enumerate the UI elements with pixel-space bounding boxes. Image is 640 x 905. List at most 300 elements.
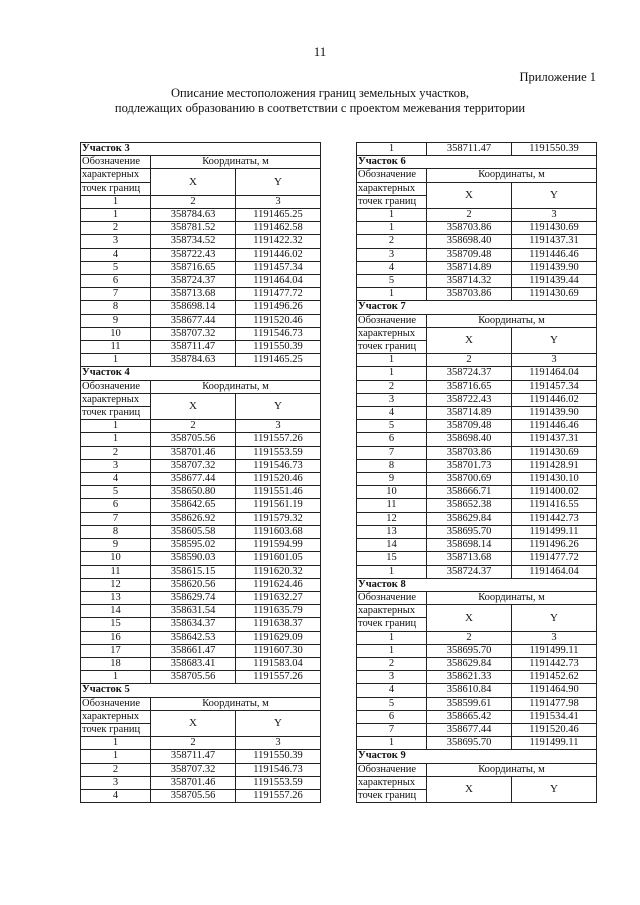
- y-coordinate: 1191446.46: [512, 248, 597, 261]
- column-number: 3: [236, 420, 321, 433]
- y-coordinate: 1191428.91: [512, 459, 597, 472]
- y-header: Y: [236, 169, 321, 195]
- y-coordinate: 1191632.27: [236, 591, 321, 604]
- y-coordinate: 1191561.19: [236, 499, 321, 512]
- coordinates-header: Координаты, м: [427, 169, 597, 182]
- table-row: [81, 657, 321, 670]
- points-header: точек границ: [357, 195, 427, 208]
- y-coordinate: 1191499.11: [512, 525, 597, 538]
- y-coordinate: 1191465.25: [236, 209, 321, 222]
- point-number: 1: [81, 433, 151, 446]
- x-coordinate: 358629.84: [427, 512, 512, 525]
- x-coordinate: 358714.89: [427, 407, 512, 420]
- header-row: [357, 776, 597, 789]
- column-number-row: [81, 420, 321, 433]
- column-number-row: [357, 631, 597, 644]
- column-number: 2: [427, 209, 512, 222]
- coordinates-header: Координаты, м: [427, 763, 597, 776]
- point-number: 17: [81, 644, 151, 657]
- point-number: 4: [357, 407, 427, 420]
- table-row: [357, 657, 597, 670]
- x-coordinate: 358711.47: [151, 750, 236, 763]
- table-row: [357, 275, 597, 288]
- y-coordinate: 1191550.39: [236, 341, 321, 354]
- y-coordinate: 1191551.46: [236, 486, 321, 499]
- column-number: 3: [236, 737, 321, 750]
- characteristic-header: характерных: [357, 605, 427, 618]
- column-number: 1: [81, 420, 151, 433]
- table-row: [357, 222, 597, 235]
- x-coordinate: 358714.89: [427, 261, 512, 274]
- characteristic-header: характерных: [357, 182, 427, 195]
- points-header: точек границ: [357, 618, 427, 631]
- x-coordinate: 358722.43: [151, 248, 236, 261]
- header-row: [81, 169, 321, 182]
- y-coordinate: 1191583.04: [236, 657, 321, 670]
- points-header: точек границ: [81, 407, 151, 420]
- y-coordinate: 1191620.32: [236, 565, 321, 578]
- section-title: Участок 7: [357, 301, 597, 314]
- x-coordinate: 358698.40: [427, 433, 512, 446]
- section-title-row: [357, 156, 597, 169]
- point-number: 2: [357, 235, 427, 248]
- point-number: 11: [81, 341, 151, 354]
- x-coordinate: 358661.47: [151, 644, 236, 657]
- points-header: точек границ: [81, 723, 151, 736]
- table-row: [357, 525, 597, 538]
- section-title-row: [357, 578, 597, 591]
- table-row: [81, 248, 321, 261]
- table-row: [357, 459, 597, 472]
- column-number: 1: [357, 631, 427, 644]
- point-number: 8: [81, 525, 151, 538]
- y-coordinate: 1191446.02: [512, 393, 597, 406]
- y-header: Y: [236, 393, 321, 419]
- x-coordinate: 358595.02: [151, 539, 236, 552]
- table-row: [357, 143, 597, 156]
- table-row: [81, 301, 321, 314]
- x-coordinate: 358610.84: [427, 684, 512, 697]
- x-coordinate: 358590.03: [151, 552, 236, 565]
- header-row: [357, 591, 597, 604]
- x-coordinate: 358631.54: [151, 605, 236, 618]
- x-coordinate: 358703.86: [427, 446, 512, 459]
- y-coordinate: 1191416.55: [512, 499, 597, 512]
- point-number: 7: [357, 723, 427, 736]
- y-coordinate: 1191550.39: [236, 750, 321, 763]
- y-coordinate: 1191546.73: [236, 763, 321, 776]
- y-coordinate: 1191464.04: [236, 275, 321, 288]
- x-coordinate: 358629.84: [427, 657, 512, 670]
- x-coordinate: 358705.56: [151, 789, 236, 802]
- point-number: 1: [357, 737, 427, 750]
- x-coordinate: 358700.69: [427, 473, 512, 486]
- y-coordinate: 1191557.26: [236, 789, 321, 802]
- y-header: Y: [512, 605, 597, 631]
- y-coordinate: 1191464.04: [512, 565, 597, 578]
- table-row: [81, 750, 321, 763]
- coordinates-header: Координаты, м: [151, 380, 321, 393]
- point-number: 6: [357, 710, 427, 723]
- x-coordinate: 358707.32: [151, 763, 236, 776]
- table-row: [357, 512, 597, 525]
- x-coordinate: 358677.44: [151, 314, 236, 327]
- column-number-row: [357, 354, 597, 367]
- point-number: 6: [81, 275, 151, 288]
- column-number: 3: [236, 195, 321, 208]
- x-header: X: [427, 605, 512, 631]
- header-row: [81, 710, 321, 723]
- table-row: [81, 261, 321, 274]
- x-coordinate: 358711.47: [151, 341, 236, 354]
- table-row: [81, 618, 321, 631]
- point-number: 4: [357, 684, 427, 697]
- table-row: [357, 288, 597, 301]
- x-coordinate: 358642.53: [151, 631, 236, 644]
- y-coordinate: 1191520.46: [236, 314, 321, 327]
- table-row: [357, 248, 597, 261]
- point-number: 1: [357, 644, 427, 657]
- table-row: [357, 684, 597, 697]
- x-coordinate: 358713.68: [427, 552, 512, 565]
- table-row: [81, 605, 321, 618]
- y-coordinate: 1191603.68: [236, 525, 321, 538]
- table-row: [357, 552, 597, 565]
- x-coordinate: 358701.73: [427, 459, 512, 472]
- point-number: 13: [81, 591, 151, 604]
- x-coordinate: 358652.38: [427, 499, 512, 512]
- x-coordinate: 358701.46: [151, 446, 236, 459]
- point-number: 9: [81, 314, 151, 327]
- table-row: [81, 591, 321, 604]
- y-header: Y: [236, 710, 321, 736]
- x-coordinate: 358701.46: [151, 776, 236, 789]
- y-coordinate: 1191550.39: [512, 143, 597, 156]
- y-header: Y: [512, 182, 597, 208]
- section-title: Участок 3: [81, 143, 321, 156]
- table-row: [81, 644, 321, 657]
- table-row: [357, 473, 597, 486]
- points-header: точек границ: [357, 789, 427, 802]
- coordinates-header: Координаты, м: [427, 314, 597, 327]
- point-number: 9: [357, 473, 427, 486]
- y-coordinate: 1191477.72: [512, 552, 597, 565]
- point-number: 2: [81, 446, 151, 459]
- column-number: 3: [512, 209, 597, 222]
- point-number: 7: [81, 512, 151, 525]
- x-coordinate: 358677.44: [427, 723, 512, 736]
- point-number: 5: [357, 275, 427, 288]
- x-coordinate: 358703.86: [427, 222, 512, 235]
- section-title: Участок 9: [357, 750, 597, 763]
- table-row: [81, 209, 321, 222]
- point-number: 13: [357, 525, 427, 538]
- table-row: [357, 235, 597, 248]
- table-row: [357, 407, 597, 420]
- y-coordinate: 1191638.37: [236, 618, 321, 631]
- left-coordinates-table: [80, 142, 320, 803]
- table-row: [357, 261, 597, 274]
- point-number: 4: [81, 789, 151, 802]
- point-number: 1: [357, 367, 427, 380]
- x-header: X: [427, 776, 512, 802]
- column-number: 2: [151, 737, 236, 750]
- characteristic-header: характерных: [81, 710, 151, 723]
- y-coordinate: 1191594.99: [236, 539, 321, 552]
- x-coordinate: 358734.52: [151, 235, 236, 248]
- table-row: [357, 420, 597, 433]
- y-coordinate: 1191629.09: [236, 631, 321, 644]
- point-number: 5: [357, 420, 427, 433]
- document-title: [0, 86, 640, 116]
- point-number: 1: [357, 565, 427, 578]
- table-row: [81, 459, 321, 472]
- table-row: [81, 473, 321, 486]
- x-coordinate: 358605.58: [151, 525, 236, 538]
- y-coordinate: 1191465.25: [236, 354, 321, 367]
- column-number-row: [81, 195, 321, 208]
- x-coordinate: 358634.37: [151, 618, 236, 631]
- table-row: [357, 539, 597, 552]
- table-row: [357, 367, 597, 380]
- point-number: 11: [357, 499, 427, 512]
- header-row: [357, 314, 597, 327]
- column-number: 3: [512, 631, 597, 644]
- x-coordinate: 358615.15: [151, 565, 236, 578]
- x-header: X: [427, 327, 512, 353]
- y-coordinate: 1191442.73: [512, 512, 597, 525]
- characteristic-header: характерных: [81, 393, 151, 406]
- x-coordinate: 358677.44: [151, 473, 236, 486]
- point-number: 5: [81, 486, 151, 499]
- table-row: [81, 222, 321, 235]
- table-row: [357, 737, 597, 750]
- table-row: [81, 446, 321, 459]
- table-row: [357, 697, 597, 710]
- y-coordinate: 1191546.73: [236, 459, 321, 472]
- point-number: 1: [357, 288, 427, 301]
- y-coordinate: 1191439.90: [512, 407, 597, 420]
- table-row: [81, 499, 321, 512]
- y-coordinate: 1191437.31: [512, 235, 597, 248]
- point-number: 6: [357, 433, 427, 446]
- table-row: [81, 354, 321, 367]
- y-coordinate: 1191437.31: [512, 433, 597, 446]
- y-coordinate: 1191464.04: [512, 367, 597, 380]
- point-number: 2: [357, 657, 427, 670]
- designation-header: Обозначение: [81, 697, 151, 710]
- point-number: 4: [357, 261, 427, 274]
- x-coordinate: 358642.65: [151, 499, 236, 512]
- x-header: X: [151, 169, 236, 195]
- table-row: [81, 288, 321, 301]
- table-row: [357, 710, 597, 723]
- point-number: 3: [357, 393, 427, 406]
- y-coordinate: 1191439.90: [512, 261, 597, 274]
- table-row: [357, 671, 597, 684]
- y-coordinate: 1191579.32: [236, 512, 321, 525]
- x-coordinate: 358695.70: [427, 644, 512, 657]
- x-coordinate: 358695.70: [427, 737, 512, 750]
- table-row: [81, 671, 321, 684]
- x-coordinate: 358695.70: [427, 525, 512, 538]
- title-line-1: Описание местоположения границ земельных участков,: [170, 86, 470, 100]
- column-number: 2: [151, 420, 236, 433]
- x-coordinate: 358713.68: [151, 288, 236, 301]
- column-number: 3: [512, 354, 597, 367]
- point-number: 1: [81, 671, 151, 684]
- table-row: [81, 314, 321, 327]
- x-coordinate: 358784.63: [151, 354, 236, 367]
- x-coordinate: 358629.74: [151, 591, 236, 604]
- point-number: 6: [81, 499, 151, 512]
- x-coordinate: 358698.14: [151, 301, 236, 314]
- y-coordinate: 1191624.46: [236, 578, 321, 591]
- y-coordinate: 1191534.41: [512, 710, 597, 723]
- point-number: 10: [81, 327, 151, 340]
- table-row: [81, 275, 321, 288]
- coordinates-header: Координаты, м: [151, 697, 321, 710]
- table-row: [81, 565, 321, 578]
- coordinates-header: Координаты, м: [151, 156, 321, 169]
- section-title-row: [357, 301, 597, 314]
- y-coordinate: 1191499.11: [512, 737, 597, 750]
- y-coordinate: 1191400.02: [512, 486, 597, 499]
- header-row: [357, 327, 597, 340]
- section-title-row: [81, 143, 321, 156]
- x-coordinate: 358711.47: [427, 143, 512, 156]
- points-header: точек границ: [81, 182, 151, 195]
- coordinates-header: Координаты, м: [427, 591, 597, 604]
- point-number: 8: [81, 301, 151, 314]
- point-number: 18: [81, 657, 151, 670]
- header-row: [81, 697, 321, 710]
- x-coordinate: 358620.56: [151, 578, 236, 591]
- designation-header: Обозначение: [81, 380, 151, 393]
- point-number: 2: [81, 222, 151, 235]
- point-number: 16: [81, 631, 151, 644]
- header-row: [81, 156, 321, 169]
- table-row: [81, 776, 321, 789]
- y-coordinate: 1191499.11: [512, 644, 597, 657]
- x-coordinate: 358709.48: [427, 420, 512, 433]
- point-number: 9: [81, 539, 151, 552]
- table-row: [81, 539, 321, 552]
- table-row: [81, 552, 321, 565]
- point-number: 1: [81, 209, 151, 222]
- y-coordinate: 1191635.79: [236, 605, 321, 618]
- point-number: 14: [357, 539, 427, 552]
- y-coordinate: 1191553.59: [236, 446, 321, 459]
- y-coordinate: 1191520.46: [512, 723, 597, 736]
- section-title: Участок 6: [357, 156, 597, 169]
- point-number: 1: [357, 222, 427, 235]
- characteristic-header: характерных: [357, 327, 427, 340]
- point-number: 7: [81, 288, 151, 301]
- y-coordinate: 1191452.62: [512, 671, 597, 684]
- section-title-row: [81, 367, 321, 380]
- point-number: 12: [81, 578, 151, 591]
- x-coordinate: 358707.32: [151, 327, 236, 340]
- x-coordinate: 358666.71: [427, 486, 512, 499]
- point-number: 4: [81, 473, 151, 486]
- y-coordinate: 1191442.73: [512, 657, 597, 670]
- y-coordinate: 1191462.58: [236, 222, 321, 235]
- point-number: 1: [357, 143, 427, 156]
- designation-header: Обозначение: [81, 156, 151, 169]
- table-row: [81, 341, 321, 354]
- x-coordinate: 358698.14: [427, 539, 512, 552]
- header-row: [81, 380, 321, 393]
- point-number: 5: [81, 261, 151, 274]
- y-coordinate: 1191457.34: [236, 261, 321, 274]
- point-number: 4: [81, 248, 151, 261]
- table-row: [357, 393, 597, 406]
- y-coordinate: 1191557.26: [236, 671, 321, 684]
- table-row: [357, 499, 597, 512]
- designation-header: Обозначение: [357, 763, 427, 776]
- point-number: 3: [357, 248, 427, 261]
- header-row: [357, 605, 597, 618]
- table-row: [81, 763, 321, 776]
- x-coordinate: 358626.92: [151, 512, 236, 525]
- column-number: 2: [427, 354, 512, 367]
- table-row: [357, 486, 597, 499]
- column-number-row: [357, 209, 597, 222]
- x-coordinate: 358650.80: [151, 486, 236, 499]
- x-coordinate: 358784.63: [151, 209, 236, 222]
- y-coordinate: 1191607.30: [236, 644, 321, 657]
- y-coordinate: 1191457.34: [512, 380, 597, 393]
- y-header: Y: [512, 776, 597, 802]
- x-coordinate: 358705.56: [151, 671, 236, 684]
- section-title-row: [357, 750, 597, 763]
- x-coordinate: 358714.32: [427, 275, 512, 288]
- column-number-row: [81, 737, 321, 750]
- y-coordinate: 1191546.73: [236, 327, 321, 340]
- table-row: [81, 512, 321, 525]
- x-coordinate: 358716.65: [427, 380, 512, 393]
- point-number: 3: [357, 671, 427, 684]
- table-row: [81, 525, 321, 538]
- table-row: [81, 235, 321, 248]
- y-coordinate: 1191464.90: [512, 684, 597, 697]
- header-row: [357, 169, 597, 182]
- appendix-label: Приложение 1: [519, 70, 596, 84]
- table-row: [357, 380, 597, 393]
- point-number: 2: [81, 763, 151, 776]
- point-number: 3: [81, 459, 151, 472]
- column-number: 1: [81, 737, 151, 750]
- table-row: [81, 578, 321, 591]
- y-coordinate: 1191520.46: [236, 473, 321, 486]
- y-coordinate: 1191430.69: [512, 446, 597, 459]
- right-coordinates-table: [356, 142, 596, 803]
- point-number: 10: [357, 486, 427, 499]
- table-row: [357, 446, 597, 459]
- point-number: 7: [357, 446, 427, 459]
- x-coordinate: 358665.42: [427, 710, 512, 723]
- x-coordinate: 358599.61: [427, 697, 512, 710]
- characteristic-header: характерных: [357, 776, 427, 789]
- x-coordinate: 358683.41: [151, 657, 236, 670]
- y-coordinate: 1191601.05: [236, 552, 321, 565]
- table-row: [81, 789, 321, 802]
- point-number: 5: [357, 697, 427, 710]
- page-number: 11: [313, 44, 327, 59]
- point-number: 1: [81, 750, 151, 763]
- section-title-row: [81, 684, 321, 697]
